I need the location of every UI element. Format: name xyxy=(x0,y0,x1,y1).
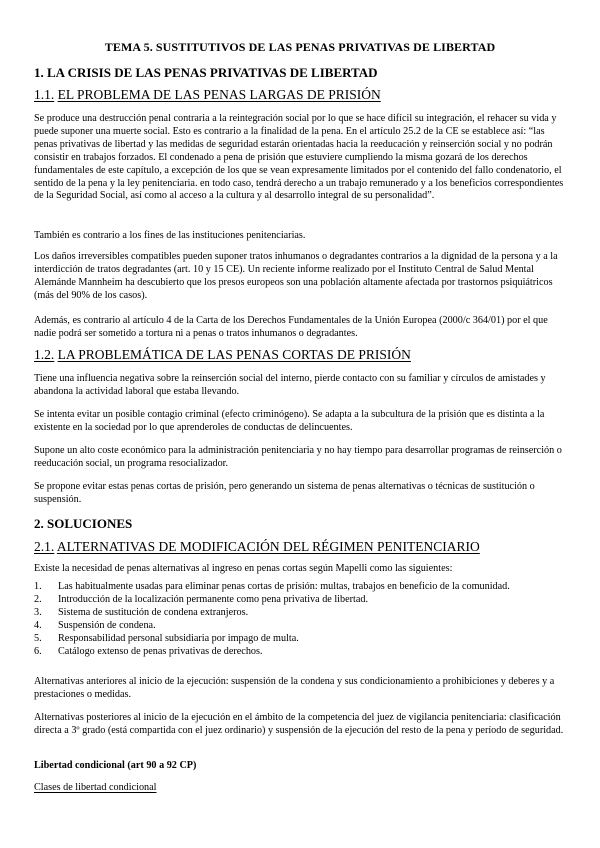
subsection-1-2-heading xyxy=(34,347,411,363)
paragraph-1-2-c: Supone un alto coste económico para la administración penitenciaria y no hay tiempo para desarrollar programas de reinserción o reeducación social, un programa resocializador. xyxy=(34,445,562,469)
paragraph-2-1-intro: Existe la necesidad de penas alternativas al ingreso en penas cortas según Mapelli como las siguientes: xyxy=(34,563,453,574)
list-item: 6. Catálogo extenso de penas privativas de derechos. xyxy=(34,645,263,657)
subsection-1-1-number: 1.1. xyxy=(34,87,55,102)
list-item: 1. Las habitualmente usadas para eliminar penas cortas de prisión: multas, trabajos en beneficio de la comunidad. xyxy=(34,581,510,592)
paragraph-1-1-c: Los daños irreversibles compatibles pueden suponer tratos inhumanos o degradantes contrarios a la dignidad de la persona y a la interdicción de tratos degradantes (art. 10 y 15 CE). Un reciente informe realizado por el Instituto Central de Salud Mental Alemánde Mannheim ha descubierto que los presos europeos son una población altamente afectada por trastornos psiquiátricos (más del 90% de los casos). xyxy=(34,251,558,301)
subsection-1-2-title: LA PROBLEMÁTICA DE LAS PENAS CORTAS DE PRISIÓN xyxy=(57,347,411,362)
document-title: TEMA 5. SUSTITUTIVOS DE LAS PENAS PRIVATIVAS DE LIBERTAD xyxy=(104,40,496,54)
list-item: 4. Suspensión de condena. xyxy=(34,619,156,631)
subsection-2-1-heading xyxy=(34,539,480,555)
list-item: 2. Introducción de la localización permanente como pena privativa de libertad. xyxy=(34,593,369,605)
alternatives-list xyxy=(34,581,564,658)
paragraph-1-1-d: Además, es contrario al artículo 4 de la Carta de los Derechos Fundamentales de la Unión Europea (2000/c 364/01) por el que nadie podrá ser sometido a tortura ni a penas o tratos inhumanos o degradantes. xyxy=(34,315,548,339)
paragraph-alternativas-posteriores: Alternativas posteriores al inicio de la ejecución en el ámbito de la competencia del juez de vigilancia penitenciaria: clasificación directa a 3º grado (está compartida con el juez ordinario) y suspensión de la ejecución del resto de la pena y período de seguridad. xyxy=(34,712,564,736)
libertad-condicional-heading: Libertad condicional (art 90 a 92 CP) xyxy=(34,760,197,771)
list-item: 5. Responsabilidad personal subsidiaria por impago de multa. xyxy=(34,632,299,644)
paragraph-1-1-b: También es contrario a los fines de las instituciones penitenciarias. xyxy=(34,230,306,241)
subsection-1-1-title: EL PROBLEMA DE LAS PENAS LARGAS DE PRISIÓN xyxy=(57,87,381,102)
subsection-2-1-number: 2.1. xyxy=(34,539,55,554)
section-1-heading: 1. LA CRISIS DE LAS PENAS PRIVATIVAS DE LIBERTAD xyxy=(34,65,378,80)
subsection-2-1-title: ALTERNATIVAS DE MODIFICACIÓN DEL RÉGIMEN PENITENCIARIO xyxy=(56,539,480,554)
paragraph-alternativas-anteriores: Alternativas anteriores al inicio de la ejecución: suspensión de la condena y sus condicionamiento a prohibiciones y deberes y a prestaciones o medidas. xyxy=(34,676,555,700)
paragraph-1-2-d: Se propone evitar estas penas cortas de prisión, pero generando un sistema de penas alternativas o técnicas de sustitución o suspensión. xyxy=(34,481,535,505)
clases-libertad-condicional-heading: Clases de libertad condicional xyxy=(34,782,157,793)
section-2-heading: 2. SOLUCIONES xyxy=(34,516,133,531)
subsection-1-1-heading xyxy=(34,87,381,103)
paragraph-1-2-b: Se intenta evitar un posible contagio criminal (efecto criminógeno). Se adapta a la subcultura de la prisión que es distinta a la existente en la sociedad por lo que aprenderoles de conductas de delincuentes. xyxy=(34,409,545,433)
paragraph-1-1-a: Se produce una destrucción penal contraria a la reintegración social por lo que se hace difícil su integración, el rehacer su vida y puede suponer una muerte social. Esto es contrario a la finalidad de la pena. En el artículo 25.2 de la CE se establece así: “las penas privativas de libertad y las medidas de seguridad estarán orientadas hacia la reeducación y reinserción social y no podrán consistir en trabajos forzados. El condenado a pena de prisión que estuviere cumpliendo la misma gozará de los derechos fundamentales de este capítulo, a excepción de los que se vean expresamente limitados por el contenido del fallo condenatorio, el sentido de la pena y la ley penitenciaria. en todo caso, tendrá derecho a un trabajo remunerado y a los beneficios correspondientes de la Seguridad Social, así como al acceso a la cultura y al desarrollo integral de su personalidad”. xyxy=(34,113,564,202)
paragraph-1-2-a: Tiene una influencia negativa sobre la reinserción social del interno, pierde contacto con su familiar y círculos de amistades y abandona la actividad laboral que estaba llevando. xyxy=(34,373,546,397)
list-item: 3. Sistema de sustitución de condena extranjeros. xyxy=(34,606,249,618)
subsection-1-2-number: 1.2. xyxy=(34,347,55,362)
